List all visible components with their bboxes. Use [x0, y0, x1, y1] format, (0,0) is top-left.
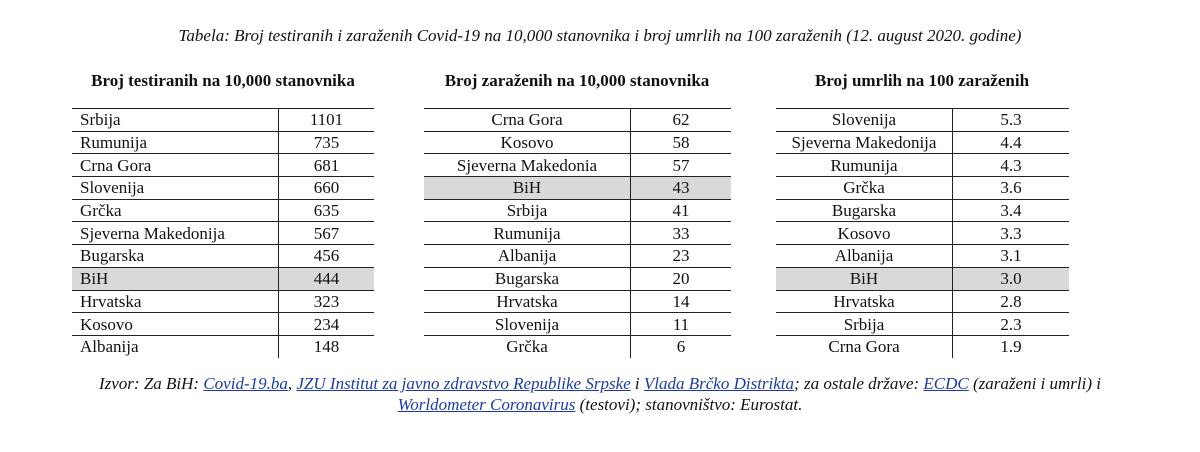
value-cell: 41 — [631, 199, 732, 222]
value-cell: 4.4 — [953, 131, 1070, 154]
table-row — [424, 199, 731, 222]
country-cell: Crna Gora — [424, 109, 631, 132]
value-cell: 6 — [676, 337, 686, 357]
value-cell: 23 — [631, 245, 732, 268]
table-row — [72, 267, 374, 290]
table-row — [776, 222, 1069, 245]
table-row — [776, 177, 1069, 200]
table-row — [72, 313, 374, 336]
country-cell: Grčka — [776, 177, 953, 200]
value-cell: 635 — [279, 199, 375, 222]
country-cell: Grčka — [424, 335, 631, 357]
value-cell: 2.3 — [953, 313, 1070, 336]
value-cell: 3.1 — [953, 245, 1070, 268]
source-separator: , — [287, 374, 297, 393]
country-cell: Kosovo — [72, 313, 279, 336]
table-row — [776, 245, 1069, 268]
tested-table — [72, 108, 374, 358]
country-cell: Albanija — [424, 245, 631, 268]
value-cell: 456 — [279, 245, 375, 268]
infected-table — [424, 108, 731, 358]
table-row — [776, 131, 1069, 154]
value-cell: 735 — [279, 131, 375, 154]
country-cell: BiH — [72, 267, 279, 290]
table-row — [72, 290, 374, 313]
country-cell: Bugarska — [776, 199, 953, 222]
value-cell: 148 — [313, 337, 340, 357]
country-cell: Crna Gora — [776, 335, 953, 357]
value-cell: 3.6 — [953, 177, 1070, 200]
value-cell: 3.4 — [953, 199, 1070, 222]
country-cell: Rumunija — [72, 131, 279, 154]
value-cell: 5.3 — [953, 109, 1070, 132]
country-cell: Srbija — [72, 109, 279, 132]
value-cell: 2.8 — [953, 290, 1070, 313]
value-cell: 57 — [631, 154, 732, 177]
table-row — [776, 290, 1069, 313]
country-cell: Sjeverna Makedonia — [424, 154, 631, 177]
country-cell: Albanija — [776, 245, 953, 268]
table-row — [424, 335, 731, 357]
country-cell: Albanija — [72, 335, 279, 357]
country-cell: Sjeverna Makedonija — [72, 222, 279, 245]
source-suffix: (testovi); stanovništvo: Eurostat. — [575, 395, 803, 414]
table-row — [72, 131, 374, 154]
value-cell: 3.3 — [953, 222, 1070, 245]
table-row — [776, 199, 1069, 222]
country-cell: Hrvatska — [776, 290, 953, 313]
infected-table-block — [424, 68, 731, 358]
table-row — [72, 222, 374, 245]
table-row — [72, 245, 374, 268]
table-row — [72, 177, 374, 200]
value-cell: 323 — [279, 290, 375, 313]
country-cell: Crna Gora — [72, 154, 279, 177]
country-cell: Kosovo — [424, 131, 631, 154]
deaths-table-title: Broj umrlih na 100 zaraženih — [814, 71, 1030, 90]
country-cell: Rumunija — [776, 154, 953, 177]
table-row — [424, 154, 731, 177]
value-cell: 1.9 — [1000, 337, 1022, 357]
table-row — [776, 313, 1069, 336]
table-row — [424, 290, 731, 313]
deaths-table-block — [776, 68, 1069, 358]
country-cell: Srbija — [424, 199, 631, 222]
table-row — [72, 109, 374, 132]
country-cell: Slovenija — [776, 109, 953, 132]
country-cell: Kosovo — [776, 222, 953, 245]
source-middle-text: ; za ostale države: — [794, 374, 924, 393]
covid19-ba-link[interactable]: Covid-19.ba — [203, 374, 288, 393]
tested-table-title: Broj testiranih na 10,000 stanovnika — [91, 71, 355, 90]
country-cell: BiH — [424, 177, 631, 200]
source-prefix: Izvor: Za BiH: — [98, 374, 204, 393]
country-cell: Grčka — [72, 199, 279, 222]
source-separator: i — [630, 374, 644, 393]
value-cell: 11 — [631, 313, 732, 336]
table-row — [424, 222, 731, 245]
table-row — [72, 199, 374, 222]
value-cell: 43 — [631, 177, 732, 200]
value-cell: 3.0 — [953, 267, 1070, 290]
table-row — [776, 267, 1069, 290]
ecdc-link[interactable]: ECDC — [923, 374, 969, 393]
country-cell: Slovenija — [72, 177, 279, 200]
table-row — [72, 154, 374, 177]
worldometer-link[interactable]: Worldometer Coronavirus — [397, 395, 576, 414]
table-row — [776, 154, 1069, 177]
value-cell: 567 — [279, 222, 375, 245]
country-cell: BiH — [776, 267, 953, 290]
country-cell: Slovenija — [424, 313, 631, 336]
value-cell: 20 — [631, 267, 732, 290]
table-row — [424, 131, 731, 154]
vlada-brcko-link[interactable]: Vlada Brčko Distrikta — [643, 374, 795, 393]
value-cell: 234 — [279, 313, 375, 336]
country-cell: Hrvatska — [424, 290, 631, 313]
country-cell: Hrvatska — [72, 290, 279, 313]
table-row — [424, 177, 731, 200]
table-row — [776, 335, 1069, 357]
value-cell: 62 — [631, 109, 732, 132]
source-note — [0, 373, 1200, 415]
country-cell: Rumunija — [424, 222, 631, 245]
table-row — [776, 109, 1069, 132]
table-row — [424, 109, 731, 132]
value-cell: 1101 — [279, 109, 375, 132]
country-cell: Bugarska — [424, 267, 631, 290]
country-cell: Bugarska — [72, 245, 279, 268]
table-row — [424, 313, 731, 336]
value-cell: 4.3 — [953, 154, 1070, 177]
country-cell: Sjeverna Makedonija — [776, 131, 953, 154]
value-cell: 33 — [631, 222, 732, 245]
table-caption: Tabela: Broj testiranih i zaraženih Covid-19 na 10,000 stanovnika i broj umrlih na 100 zaraženih (12. august 2020. godine) — [178, 26, 1022, 45]
value-cell: 14 — [631, 290, 732, 313]
tested-table-block — [72, 68, 374, 358]
country-cell: Srbija — [776, 313, 953, 336]
source-after-ecdc: (zaraženi i umrli) i — [968, 374, 1101, 393]
infected-table-title: Broj zaraženih na 10,000 stanovnika — [444, 71, 710, 90]
table-row — [424, 245, 731, 268]
jzu-institut-link[interactable]: JZU Institut za javno zdravstvo Republike Srpske — [296, 374, 631, 393]
deaths-table — [776, 108, 1069, 358]
value-cell: 681 — [279, 154, 375, 177]
value-cell: 444 — [279, 267, 375, 290]
table-row — [424, 267, 731, 290]
value-cell: 58 — [631, 131, 732, 154]
table-row — [72, 335, 374, 357]
value-cell: 660 — [279, 177, 375, 200]
